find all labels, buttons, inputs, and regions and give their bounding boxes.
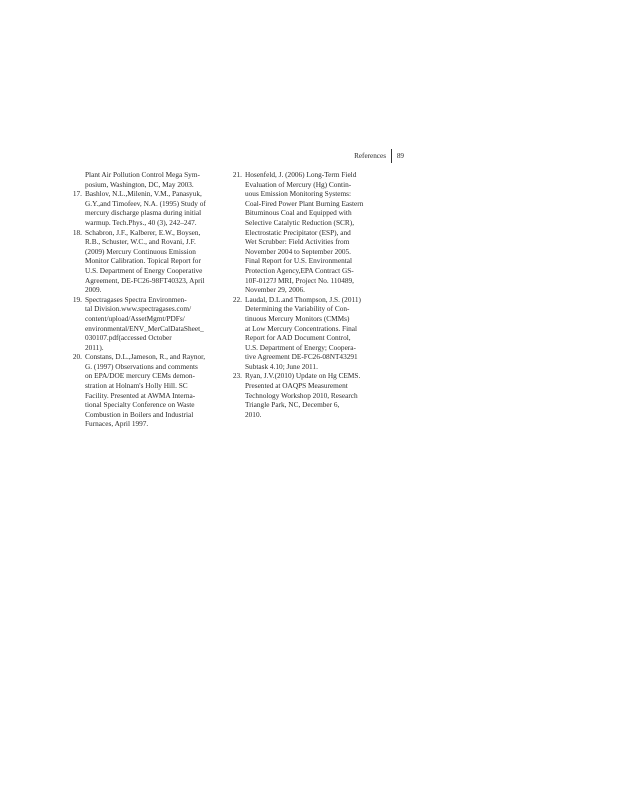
reference-number: 23. <box>232 371 242 381</box>
reference-entry <box>70 228 215 295</box>
reference-line: Monitor Calibration. Topical Report for <box>85 256 201 266</box>
right-column <box>230 170 375 419</box>
reference-line: Agreement, DE-FC26-98FT40323, April <box>85 275 205 285</box>
reference-line: Combustion in Boilers and Industrial <box>85 409 194 419</box>
reference-line: Determining the Variability of Con- <box>245 304 350 314</box>
reference-line: at Low Mercury Concentrations. Final <box>245 323 358 333</box>
reference-line: tive Agreement DE-FC26-08NT43291 <box>245 352 358 362</box>
reference-entry <box>230 295 375 372</box>
reference-line: U.S. Department of Energy Cooperative <box>85 265 203 275</box>
page-number: 89 <box>396 152 404 160</box>
reference-line: environmental/ENV_MerCalDataSheet_ <box>85 323 204 333</box>
reference-entry <box>70 189 215 227</box>
reference-line: Ryan, J.V.(2010) Update on Hg CEMS. <box>245 371 361 381</box>
left-column <box>70 170 215 429</box>
reference-line: Evaluation of Mercury (Hg) Contin- <box>245 179 352 189</box>
reference-line: Protection Agency,EPA Contract GS- <box>245 265 354 275</box>
reference-line: content/upload/AssetMgmt/PDFs/ <box>85 313 185 323</box>
reference-line: 2010. <box>245 409 262 419</box>
reference-line: G. (1997) Observations and comments <box>85 361 198 371</box>
reference-line: G.Y.,and Timofeev, N.A. (1995) Study of <box>85 198 206 208</box>
reference-line: warmup. Tech.Phys., 40 (3), 242–247. <box>85 217 197 227</box>
reference-line: Electrostatic Precipitator (ESP), and <box>245 227 351 237</box>
reference-line: 2009. <box>85 285 102 295</box>
reference-entry <box>230 170 375 295</box>
reference-line: Bashlov, N.L.,Milenin, V.M., Panasyuk, <box>85 189 202 199</box>
reference-number: 22. <box>232 294 242 304</box>
reference-entry <box>70 295 215 353</box>
reference-line: Final Report for U.S. Environmental <box>245 256 353 266</box>
reference-number: 21. <box>232 170 242 179</box>
reference-line: 2011). <box>85 342 104 352</box>
reference-line: Furnaces, April 1997. <box>85 419 149 429</box>
reference-line: Bituminous Coal and Equipped with <box>245 208 352 218</box>
reference-entry <box>230 371 375 419</box>
reference-line: Hosenfeld, J. (2006) Long-Term Field <box>245 170 357 179</box>
reference-line: Schabron, J.F., Kalberer, E.W., Boysen, <box>85 227 201 237</box>
reference-entry <box>70 352 215 429</box>
reference-line: uous Emission Monitoring Systems: <box>245 189 352 199</box>
reference-line: Wet Scrubber: Field Activities from <box>245 237 350 247</box>
header-divider <box>391 149 392 163</box>
reference-number: 17. <box>72 189 82 199</box>
reference-line: Subtask 4.10; June 2011. <box>245 361 318 371</box>
reference-line: U.S. Department of Energy; Coopera- <box>245 342 356 352</box>
reference-line: Selective Catalytic Reduction (SCR), <box>245 217 355 227</box>
reference-line: tal Division.www.spectragases.com/ <box>85 304 192 314</box>
reference-number: 20. <box>72 352 82 362</box>
reference-line: November 2004 to September 2005. <box>245 246 351 256</box>
reference-line: November 29, 2006. <box>245 285 305 295</box>
reference-line: Triangle Park, NC, December 6, <box>245 400 340 410</box>
reference-line: Technology Workshop 2010, Research <box>245 390 358 400</box>
reference-line: on EPA/DOE mercury CEMs demon- <box>85 371 195 381</box>
running-head <box>300 150 404 164</box>
reference-line: stration at Holnam's Holly Hill. SC <box>85 381 188 391</box>
reference-line: Presented at OAQPS Measurement <box>245 381 348 391</box>
reference-number: 19. <box>72 294 82 304</box>
reference-line: Plant Air Pollution Control Mega Sym- <box>85 170 200 179</box>
reference-line: 10F-0127J MRI, Project No. 110489, <box>245 275 354 285</box>
running-head-section: References <box>354 152 386 160</box>
reference-line: Facility. Presented at AWMA Interna- <box>85 390 196 400</box>
reference-line: mercury discharge plasma during initial <box>85 208 202 218</box>
reference-line: tional Specialty Conference on Waste <box>85 400 195 410</box>
reference-line: Laudal, D.L.and Thompson, J.S. (2011) <box>245 294 361 304</box>
reference-line: 030107.pdf(accessed October <box>85 333 172 343</box>
reference-line: Constans, D.L.,Jameson, R., and Raynor, <box>85 352 206 362</box>
reference-line: Spectragases Spectra Environmen- <box>85 294 187 304</box>
reference-line: Coal-Fired Power Plant Burning Eastern <box>245 198 364 208</box>
reference-line: Report for AAD Document Control, <box>245 333 351 343</box>
reference-line: R.B., Schuster, W.C., and Rovani, J.F. <box>85 237 196 247</box>
reference-line: (2009) Mercury Continuous Emission <box>85 246 196 256</box>
reference-entry <box>70 170 215 189</box>
reference-line: posium, Washington, DC, May 2003. <box>85 179 194 189</box>
reference-number: 18. <box>72 227 82 237</box>
reference-line: tinuous Mercury Monitors (CMMs) <box>245 313 350 323</box>
